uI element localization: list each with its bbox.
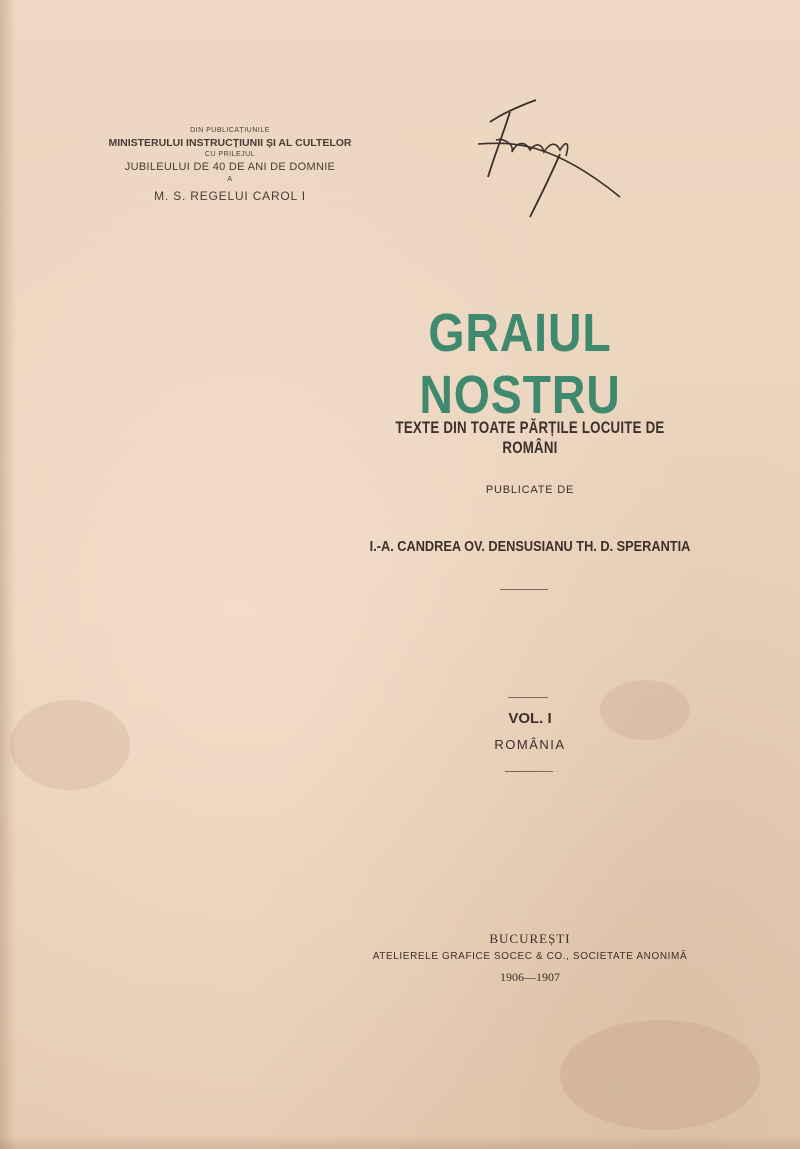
publication-note-jubilee: JUBILEULUI DE 40 DE ANI DE DOMNIE — [124, 161, 336, 173]
authors-line: I.-A. CANDREA OV. DENSUSIANU TH. D. SPERANTIA — [369, 538, 691, 555]
divider-rule — [508, 697, 548, 698]
divider-rule — [500, 589, 548, 590]
publication-note-line5: A — [227, 176, 233, 183]
handwritten-signature — [470, 92, 630, 222]
publication-note-ministry: MINISTERULUI INSTRUCȚIUNII ȘI AL CULTELOR — [108, 137, 352, 149]
paper-stain — [560, 1020, 760, 1130]
volume-country: ROMÂNIA — [494, 737, 566, 752]
imprint-city: BUCUREȘTI — [489, 931, 571, 946]
publication-note-line1: DIN PUBLICAȚIUNILE — [190, 127, 270, 134]
publication-note-king: M. S. REGELUI CAROL I — [154, 189, 306, 203]
book-title: GRAIUL NOSTRU — [419, 303, 621, 425]
publication-note-line3: CU PRILEJUL — [204, 151, 256, 158]
imprint-printer: ATELIERELE GRAFICE SOCEC & CO., SOCIETATE ANONIMĂ — [372, 951, 688, 962]
published-by-label: PUBLICATE DE — [485, 484, 575, 496]
book-subtitle: TEXTE DIN TOATE PĂRȚILE LOCUITE DE ROMÂNI — [395, 418, 665, 457]
paper-edge-shadow-left — [0, 0, 16, 1149]
paper-stain — [10, 700, 130, 790]
divider-rule — [505, 771, 553, 772]
paper-edge-shadow-bottom — [0, 1135, 800, 1149]
volume-number: VOL. I — [508, 710, 552, 727]
imprint-years: 1906—1907 — [500, 970, 560, 984]
publication-note — [95, 126, 365, 205]
